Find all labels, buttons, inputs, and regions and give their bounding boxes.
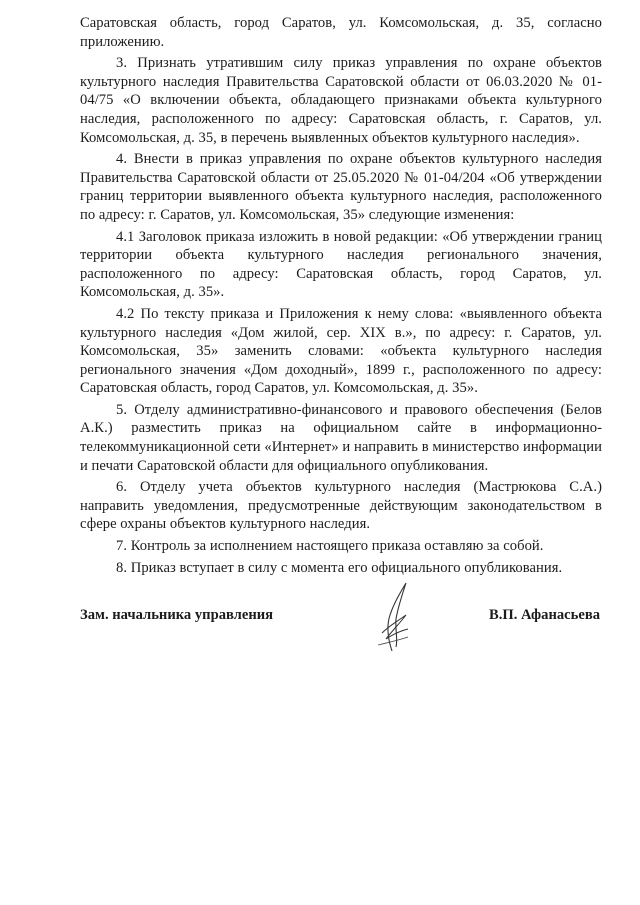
paragraph-item-5: 5. Отделу административно-финансового и правового обеспечения (Белов А.К.) разместить приказ на официальном сайте в информационно-телекоммуникационной сети «Интернет» и направить в министерство информации и печати Саратовской области для официального опубликования. [80, 401, 602, 474]
paragraph-item-6: 6. Отделу учета объектов культурного наследия (Мастрюкова С.А.) направить уведомления, предусмотренные действующим законодательством в сфере охраны объектов культурного наследия. [80, 479, 602, 533]
paragraph-item-7: 7. Контроль за исполнением настоящего приказа оставляю за собой. [116, 538, 544, 555]
handwritten-signature [362, 581, 422, 653]
signatory-name: В.П. Афанасьева [489, 607, 600, 623]
paragraph-item-4-1: 4.1 Заголовок приказа изложить в новой редакции: «Об утверждении границ территории объекта культурного наследия регионального значения, расположенного по адресу: Саратовская область, город Саратов, ул. Комсомольская, д. 35». [80, 228, 602, 301]
signature-block [80, 603, 602, 663]
paragraph-item-3: 3. Признать утратившим силу приказ управления по охране объектов культурного наследия Правительства Саратовской области от 06.03.2020 № 01-04/75 «О включении объекта, обладающего признаками объекта культурного наследия, расположенного по адресу: Саратовская область, г. Саратов, ул. Комсомольская, д. 35, в перечень выявленных объектов культурного наследия». [80, 55, 602, 146]
paragraph-continuation: Саратовская область, город Саратов, ул. Комсомольская, д. 35, согласно приложению. [80, 15, 602, 50]
paragraph-item-8: 8. Приказ вступает в силу с момента его официального опубликования. [116, 559, 563, 576]
signatory-position: Зам. начальника управления [80, 607, 274, 623]
paragraph-item-4: 4. Внести в приказ управления по охране объектов культурного наследия Правительства Саратовской области от 25.05.2020 № 01-04/204 «Об утверждении границ территории выявленного объекта культурного наследия, расположенного по адресу: г. Саратов, ул. Комсомольская, 35» следующие изменения: [80, 151, 602, 223]
paragraph-item-4-2: 4.2 По тексту приказа и Приложения к нему слова: «выявленного объекта культурного наследия «Дом жилой, сер. XIX в.», по адресу: г. Саратов, ул. Комсомольская, 35» заменить словами: «объекта культурного наследия регионального значения «Дом доходный», 1899 г., расположенного по адресу: Саратовская область, город Саратов, ул. Комсомольская, д. 35». [80, 305, 602, 397]
